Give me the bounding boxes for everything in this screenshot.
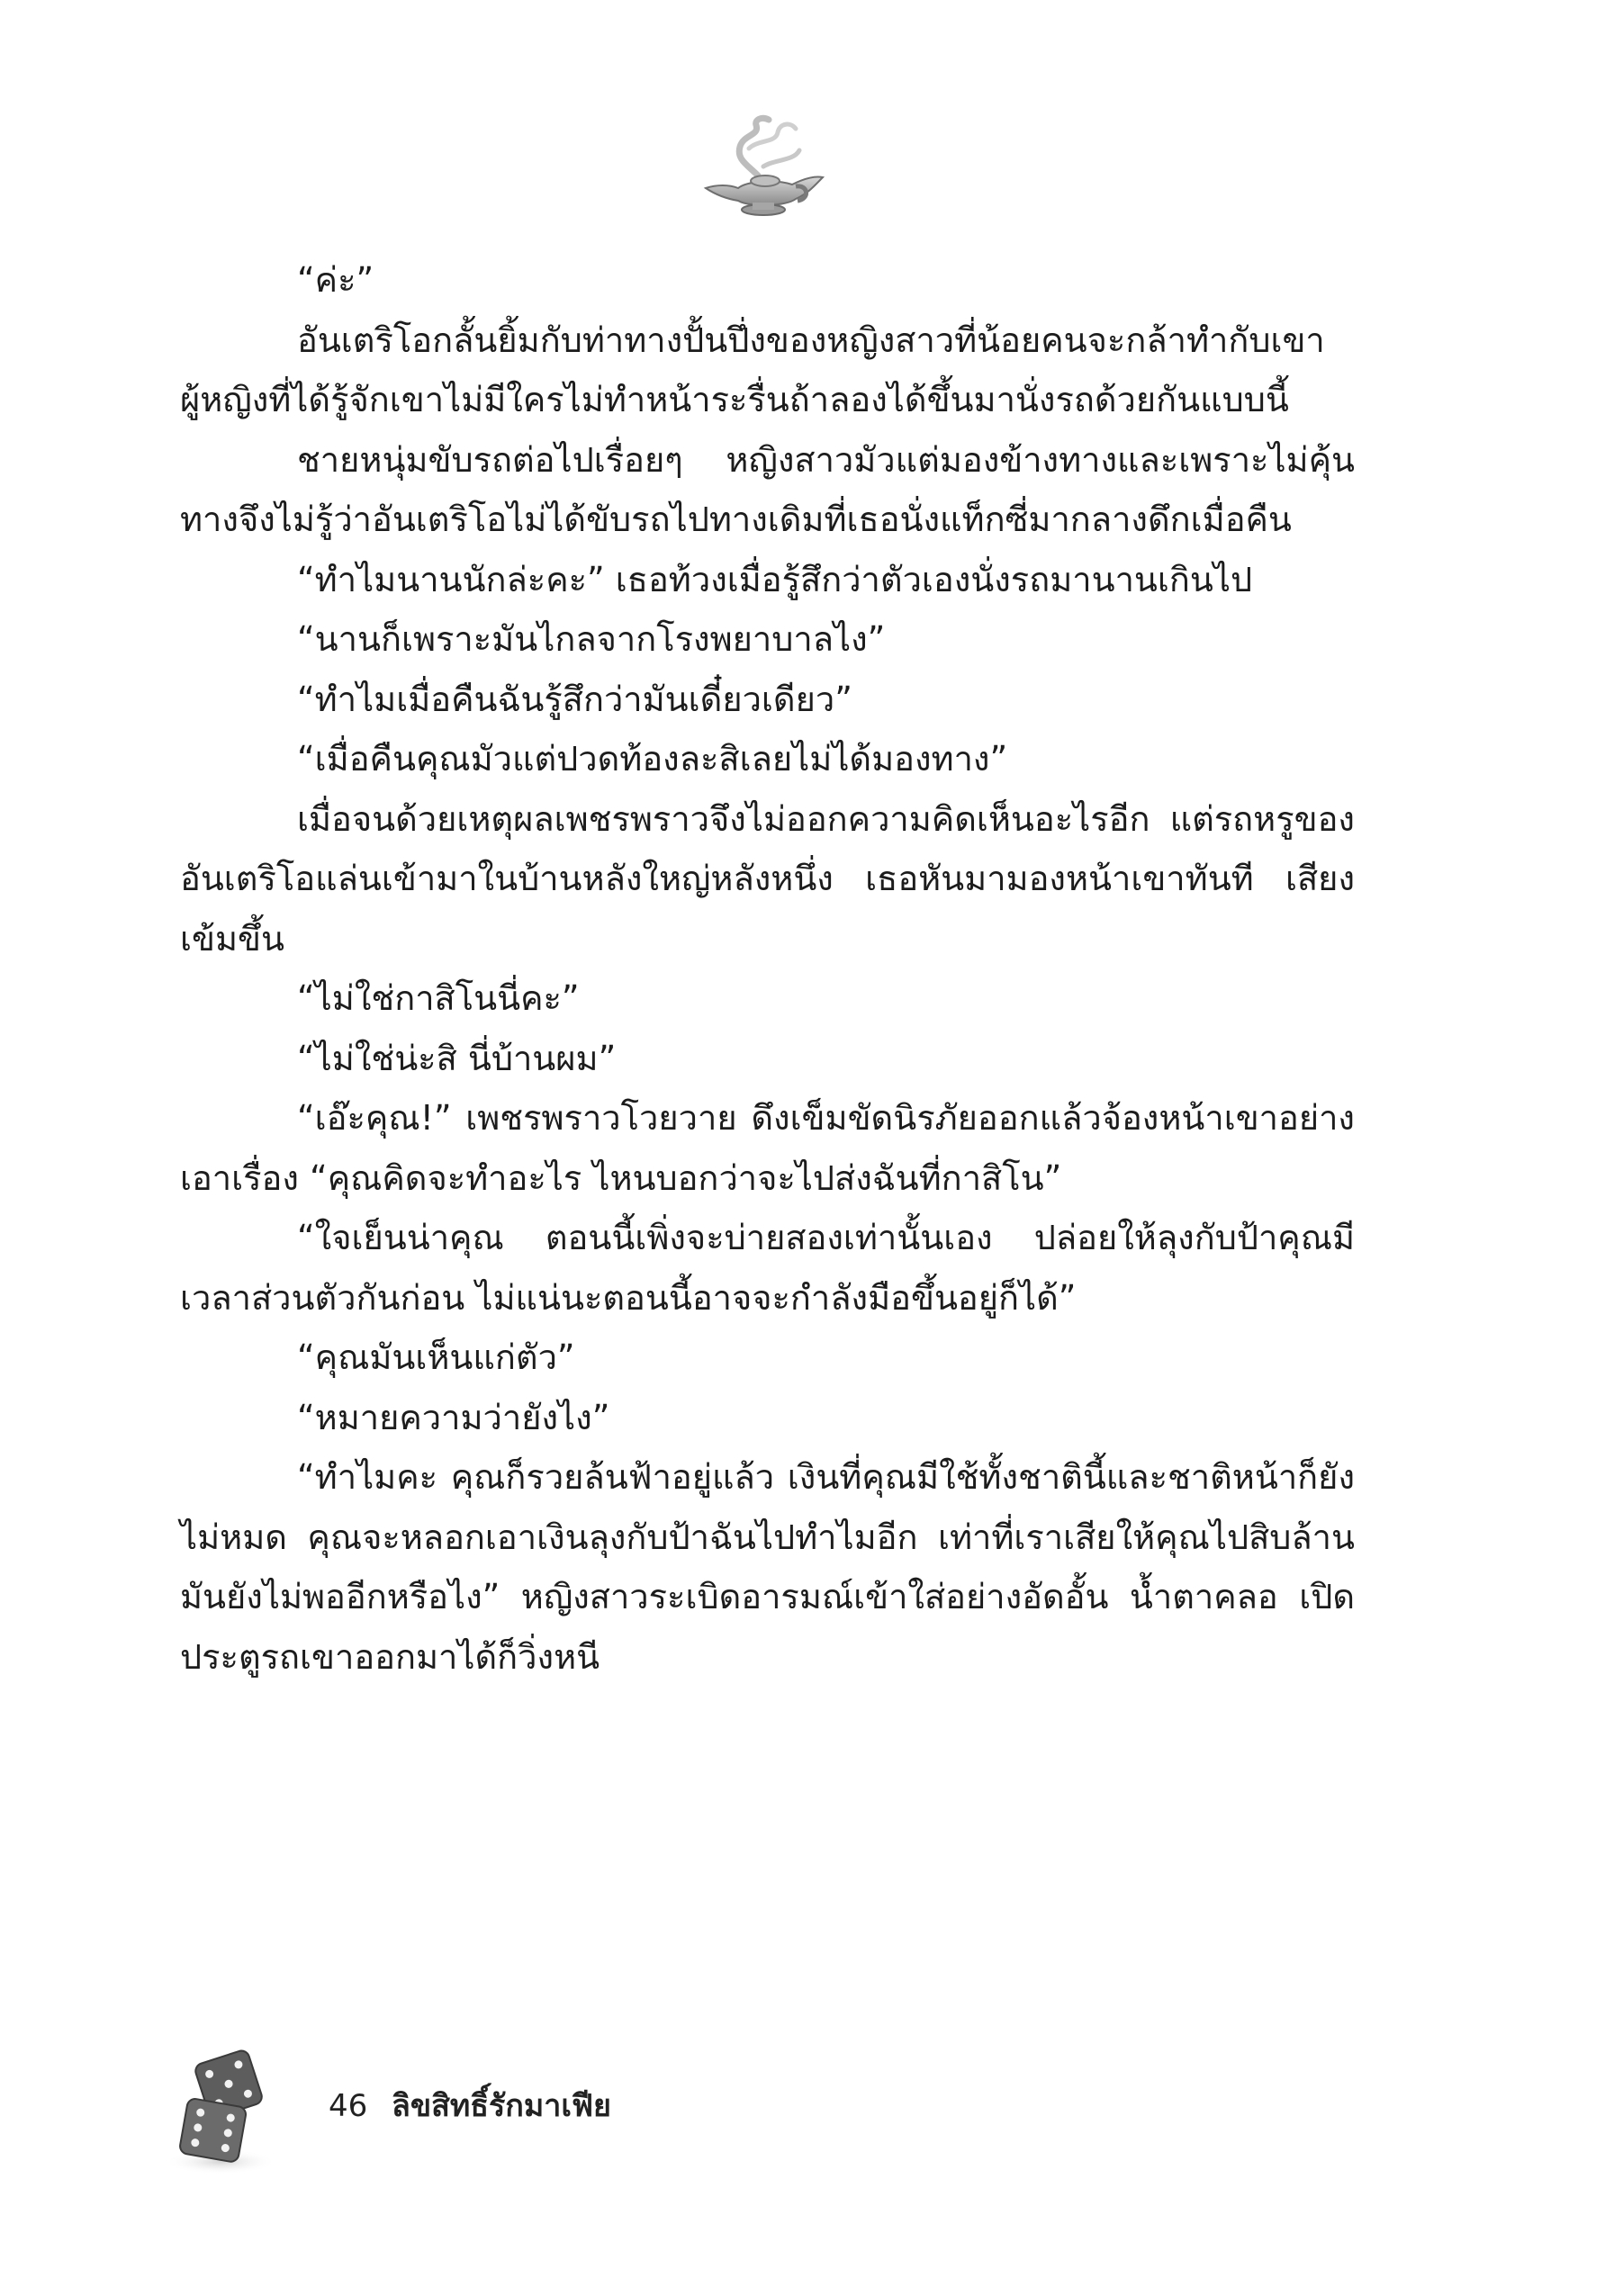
paragraph: “ทำไมคะ คุณก็รวยล้นฟ้าอยู่แล้ว เงินที่คุณมีใช้ทั้งชาตินี้และชาติหน้าก็ยังไม่หมด คุณจะหลอกเอาเงินลุงกับป้าฉันไปทำไมอีก เท่าที่เราเสียให้คุณไปสิบล้านมันยังไม่พออีกหรือไง” หญิงสาวระเบิดอารมณ์เข้าใส่อย่างอัดอั้น น้ำตาคลอ เปิดประตูรถเขาออกมาได้ก็วิ่งหนี: [180, 1457, 1355, 1677]
page-number: 46: [329, 2088, 368, 2124]
paragraph: “ไม่ใช่กาสิโนนี่คะ”: [297, 978, 580, 1018]
dice-icon: [158, 2043, 293, 2178]
paragraph: “หมายความว่ายังไง”: [297, 1397, 610, 1437]
body-text: [180, 250, 1355, 1687]
paragraph: อันเตริโอกลั้นยิ้มกับท่าทางปั้นปึ่งของหญิงสาวที่น้อยคนจะกล้าทำกับเขา ผู้หญิงที่ได้รู้จักเขาไม่มีใครไม่ทำหน้าระรื่นถ้าลองได้ขึ้นมานั่งรถด้วยกันแบบนี้: [180, 320, 1325, 419]
paragraph: “ไม่ใช่น่ะสิ นี่บ้านผม”: [297, 1038, 617, 1078]
paragraph: “เมื่อคืนคุณมัวแต่ปวดท้องละสิเลยไม่ได้มองทาง”: [297, 739, 1008, 779]
paragraph: ชายหนุ่มขับรถต่อไปเรื่อยๆ หญิงสาวมัวแต่มองข้างทางและเพราะไม่คุ้นทางจึงไม่รู้ว่าอันเตริโอไม่ได้ขับรถไปทางเดิมที่เธอนั่งแท็กซี่มากลางดึกเมื่อคืน: [180, 439, 1355, 539]
book-title: ลิขสิทธิ์รักมาเฟีย: [392, 2088, 611, 2124]
paragraph: “คุณมันเห็นแก่ตัว”: [297, 1337, 575, 1377]
page-footer: [158, 2043, 788, 2187]
paragraph: “ทำไมเมื่อคืนฉันรู้สึกว่ามันเดี๋ยวเดียว”: [297, 679, 852, 719]
paragraph: เมื่อจนด้วยเหตุผลเพชรพราวจึงไม่ออกความคิดเห็นอะไรอีก แต่รถหรูของอันเตริโอแล่นเข้ามาในบ้านหลังใหญ่หลังหนึ่ง เธอหันมามองหน้าเขาทันที เสียงเข้มขึ้น: [180, 798, 1355, 959]
paragraph: “ใจเย็นน่าคุณ ตอนนี้เพิ่งจะบ่ายสองเท่านั้นเอง ปล่อยให้ลุงกับป้าคุณมีเวลาส่วนตัวกันก่อน ไม่แน่นะตอนนี้อาจจะกำลังมือขึ้นอยู่ก็ได้”: [180, 1218, 1355, 1318]
genie-lamp-icon: [693, 113, 828, 221]
paragraph: “ค่ะ”: [297, 260, 374, 300]
paragraph: “ทำไมนานนักล่ะคะ” เธอท้วงเมื่อรู้สึกว่าตัวเองนั่งรถมานานเกินไป: [297, 559, 1253, 599]
paragraph: “นานก็เพราะมันไกลจากโรงพยาบาลไง”: [297, 619, 886, 659]
paragraph: “เอ๊ะคุณ!” เพชรพราวโวยวาย ดึงเข็มขัดนิรภัยออกแล้วจ้องหน้าเขาอย่างเอาเรื่อง “คุณคิดจะทำอะไร ไหนบอกว่าจะไปส่งฉันที่กาสิโน”: [180, 1098, 1355, 1198]
